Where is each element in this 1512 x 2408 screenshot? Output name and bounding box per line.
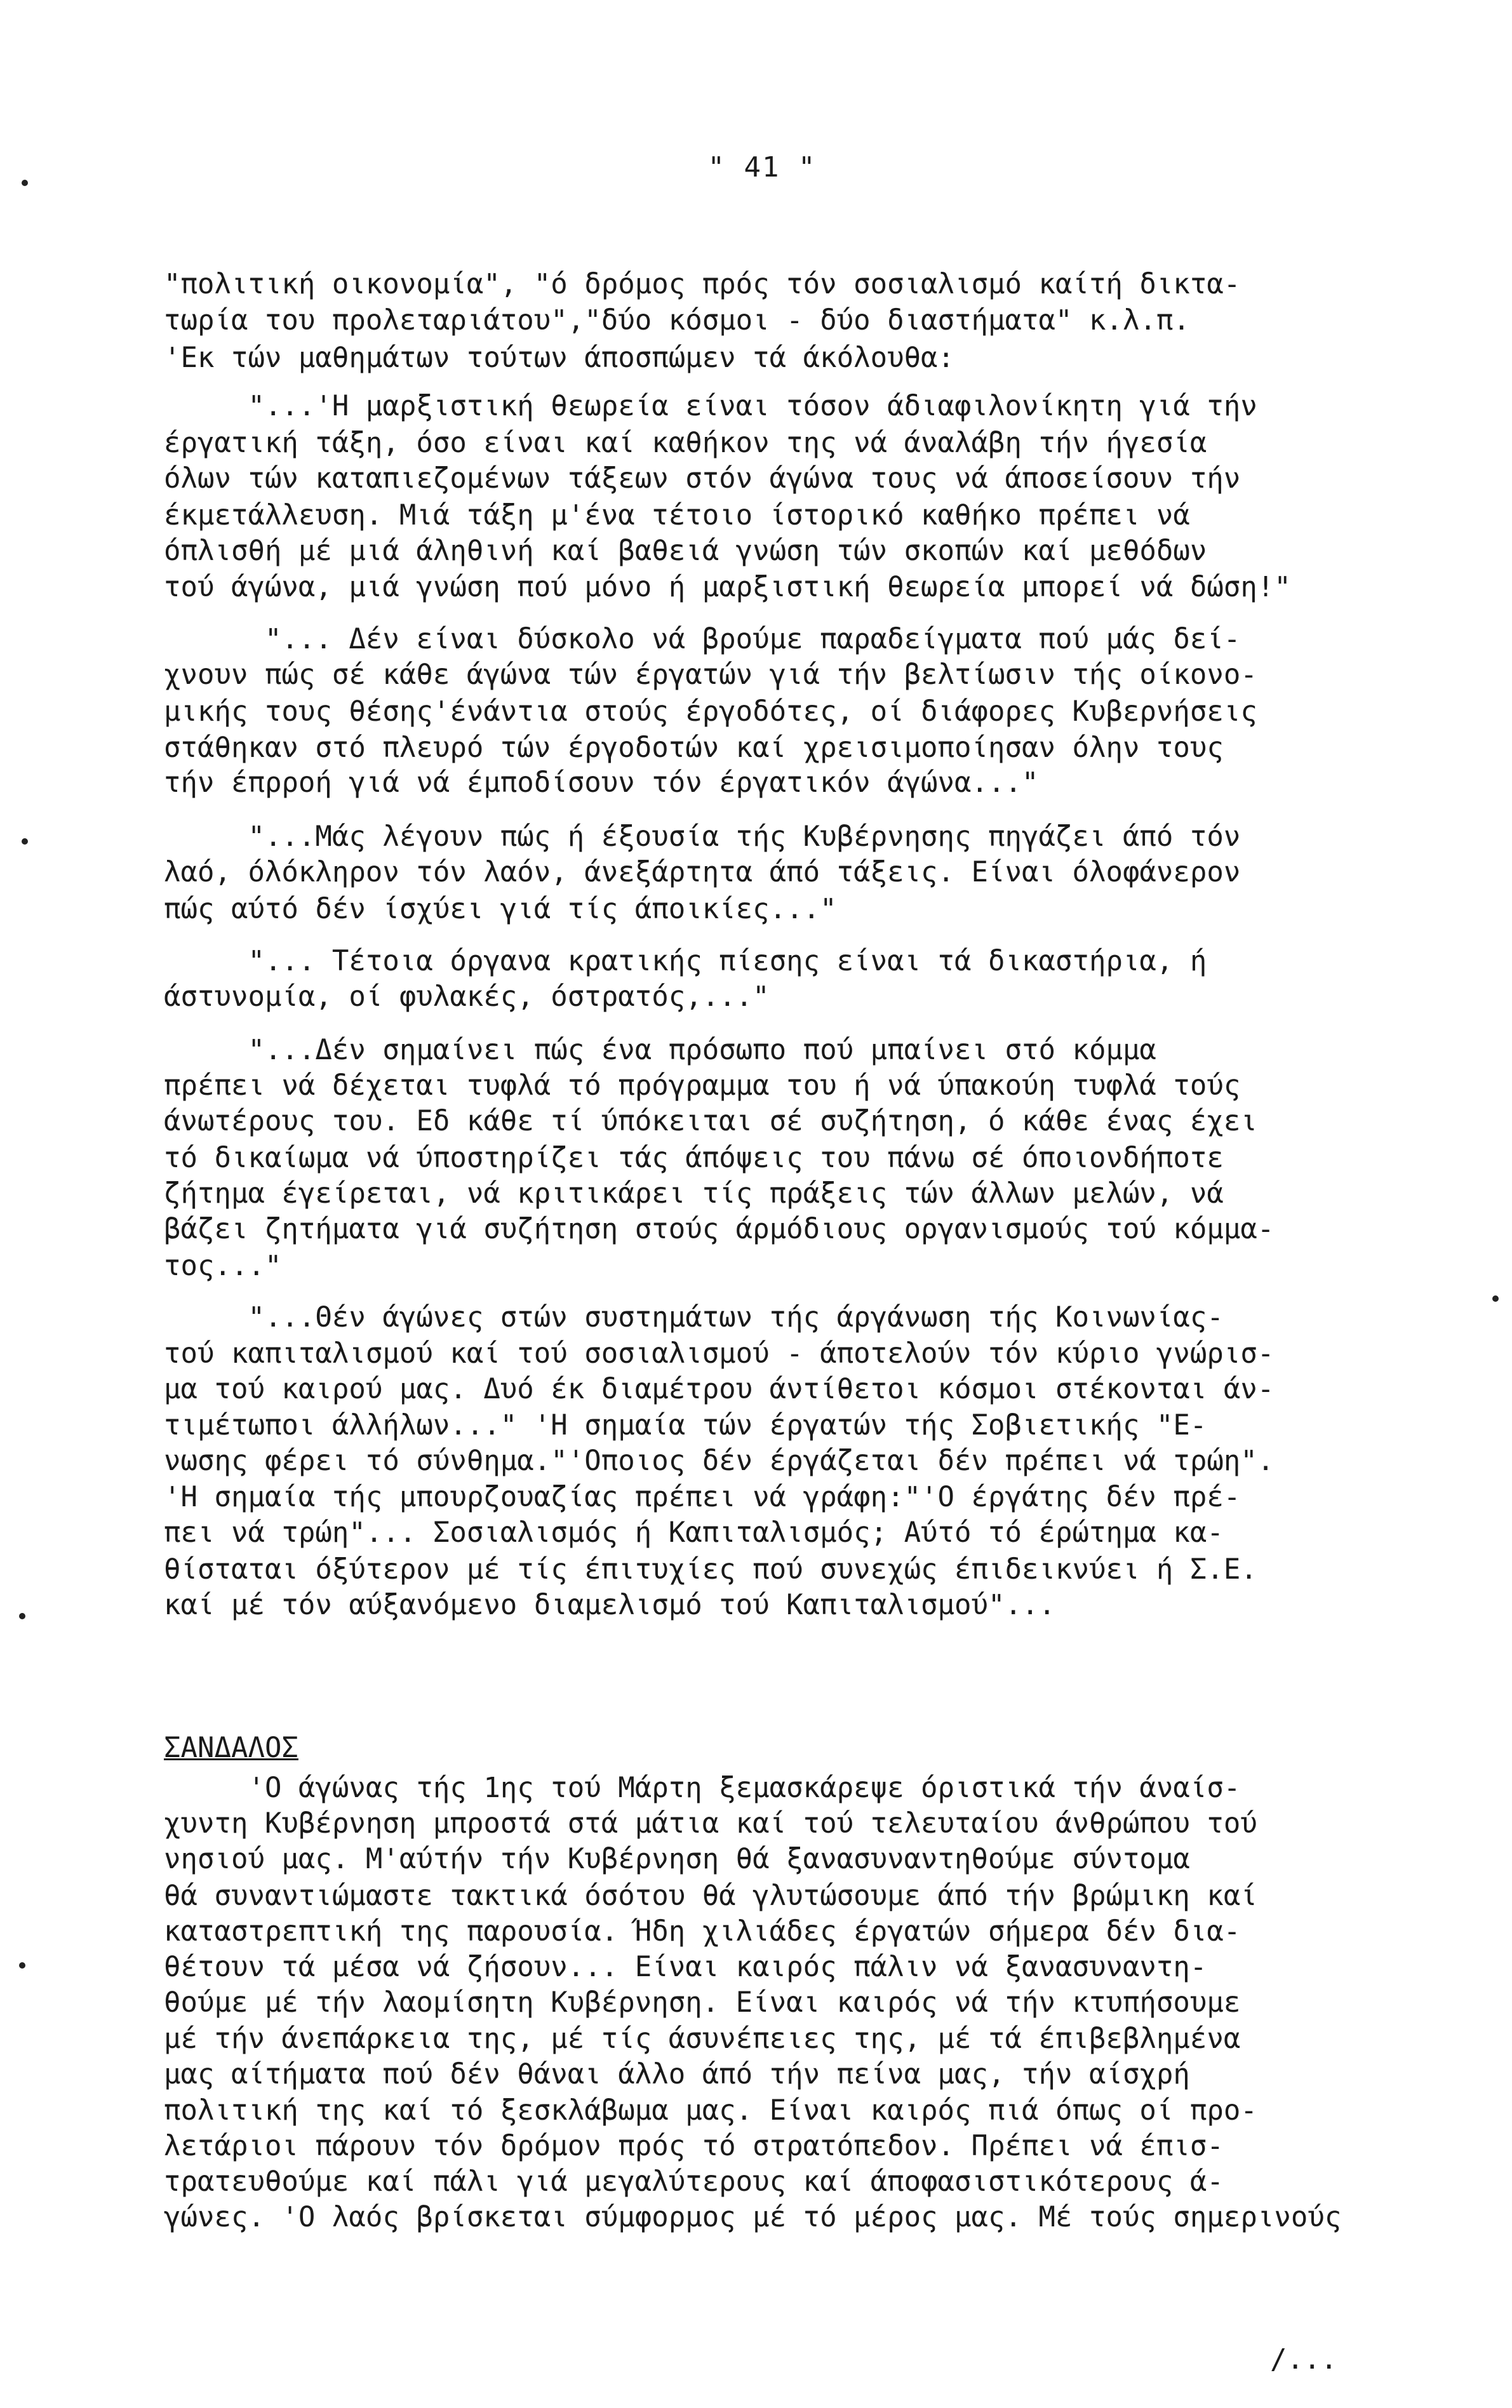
text-line: στάθηκαν στό πλευρό τών έργοδοτών καί χρεισιμοποίησαν όλην τους [164, 732, 1224, 764]
text-line: "πολιτική οικονομία", "ό δρόμος πρός τόν σοσιαλισμό καίτή δικτα- [164, 268, 1241, 300]
text-line: 'Η σημαία τής μπουρζουαζίας πρέπει νά γράφη:"'Ο έργάτης δέν πρέ- [164, 1481, 1241, 1513]
text-line: λαό, όλόκληρον τόν λαόν, άνεξάρτητα άπό τάξεις. Είναι όλοφάνερον [164, 856, 1241, 888]
text-line: τήν έπρροή γιά νά έμποδίσουν τόν έργατικόν άγώνα..." [164, 766, 1039, 799]
text-line: έκμετάλλευση. Μιά τάξη μ'ένα τέτοιο ίστορικό καθήκο πρέπει νά [164, 499, 1190, 532]
text-line: τού καπιταλισμού καί τού σοσιαλισμού - άποτελούν τόν κύριο γνώρισ- [164, 1337, 1274, 1370]
text-line: 'Εκ τών μαθημάτων τούτων άποσπώμεν τά άκόλουθα: [164, 342, 955, 374]
margin-speck [22, 180, 28, 186]
text-line: καί μέ τόν αύξανόμενο διαμελισμό τού Καπιταλισμού"... [164, 1589, 1055, 1621]
text-line: θούμε μέ τήν λαομίσητη Κυβέρνηση. Είναι καιρός νά τήν κτυπήσουμε [164, 1986, 1241, 2019]
text-line: μας αίτήματα πού δέν θάναι άλλο άπό τήν πείνα μας, τήν αίσχρή [164, 2058, 1190, 2090]
text-line: τό δικαίωμα νά ύποστηρίζει τάς άπόψεις του πάνω σέ όποιονδήποτε [164, 1142, 1224, 1174]
margin-speck [22, 838, 28, 845]
continuation-mark: /... [1270, 2343, 1337, 2376]
text-line: 'Ο άγώνας τής 1ης τού Μάρτη ξεμασκάρεψε όριστικά τήν άναίσ- [164, 1772, 1241, 1804]
text-line: έργατική τάξη, όσο είναι καί καθήκον της νά άναλάβη τήν ήγεσία [164, 427, 1207, 459]
text-line: θέτουν τά μέσα νά ζήσουν... Είναι καιρός πάλιν νά ξανασυναντη- [164, 1951, 1207, 1983]
text-line: πρέπει νά δέχεται τυφλά τό πρόγραμμα του ή νά ύπακούη τυφλά τούς [164, 1069, 1241, 1102]
text-line: λετάριοι πάρουν τόν δρόμον πρός τό στρατόπεδον. Πρέπει νά έπισ- [164, 2130, 1224, 2162]
text-line: "...Δέν σημαίνει πώς ένα πρόσωπο πού μπαίνει στό κόμμα [164, 1034, 1156, 1066]
text-line: μα τού καιρού μας. Δυό έκ διαμέτρου άντίθετοι κόσμοι στέκονται άν- [164, 1373, 1274, 1405]
text-line: πει νά τρώη"... Σοσιαλισμός ή Καπιταλισμός; Αύτό τό έρώτημα κα- [164, 1516, 1224, 1549]
text-line: πώς αύτό δέν ίσχύει γιά τίς άποικίες..." [164, 893, 837, 925]
margin-speck [19, 1962, 25, 1969]
text-line: τρατευθούμε καί πάλι γιά μεγαλύτερους καί άποφασιστικότερους ά- [164, 2165, 1224, 2198]
text-line: τος..." [164, 1250, 282, 1282]
text-line: "...Μάς λέγουν πώς ή έξουσία τής Κυβέρνησης πηγάζει άπό τόν [164, 820, 1241, 853]
text-line: "...'Η μαρξιστική θεωρεία είναι τόσον άδιαφιλονίκητη γιά τήν [164, 390, 1257, 422]
text-line: ζήτημα έγείρεται, νά κριτικάρει τίς πράξεις τών άλλων μελών, νά [164, 1177, 1224, 1210]
text-line: θίσταται όξύτερον μέ τίς έπιτυχίες πού συνεχώς έπιδεικνύει ή Σ.Ε. [164, 1553, 1257, 1586]
text-line: τού άγώνα, μιά γνώση πού μόνο ή μαρξιστική θεωρεία μπορεί νά δώση!" [164, 571, 1291, 603]
page-number: " 41 " [707, 151, 817, 184]
text-line: όλων τών καταπιεζομένων τάξεων στόν άγώνα τους νά άποσείσουν τήν [164, 462, 1241, 495]
text-line: τιμέτωποι άλλήλων..." 'Η σημαία τών έργατών τής Σοβιετικής "Ε- [164, 1409, 1207, 1441]
text-line: νησιού μας. Μ'αύτήν τήν Κυβέρνηση θά ξανασυναντηθούμε σύντομα [164, 1843, 1190, 1875]
text-line: τωρία του προλεταριάτου","δύο κόσμοι - δύο διαστήματα" κ.λ.π. [164, 304, 1190, 337]
text-line: χυντη Κυβέρνηση μπροστά στά μάτια καί τού τελευταίου άνθρώπου τού [164, 1807, 1257, 1840]
text-line: βάζει ζητήματα γιά συζήτηση στούς άρμόδιους οργανισμούς τού κόμμα- [164, 1213, 1274, 1245]
section-heading: ΣΑΝΔΑΛΟΣ [164, 1732, 298, 1764]
text-line: χνουν πώς σέ κάθε άγώνα τών έργατών γιά τήν βελτίωσιν τής οίκονο- [164, 659, 1257, 691]
text-line: γώνες. 'Ο λαός βρίσκεται σύμφορμος μέ τό μέρος μας. Μέ τούς σημερινούς [164, 2201, 1342, 2233]
text-line: όπλισθή μέ μιά άληθινή καί βαθειά γνώση τών σκοπών καί μεθόδων [164, 535, 1207, 567]
text-line: άστυνομία, οί φυλακές, όστρατός,..." [164, 980, 770, 1013]
margin-speck [19, 1613, 25, 1619]
text-line: θά συναντιώμαστε τακτικά όσότου θά γλυτώσουμε άπό τήν βρώμικη καί [164, 1880, 1257, 1912]
text-line: νωσης φέρει τό σύνθημα."'Οποιος δέν έργάζεται δέν πρέπει νά τρώη". [164, 1445, 1274, 1477]
text-line: "... Τέτοια όργανα κρατικής πίεσης είναι τά δικαστήρια, ή [164, 945, 1207, 977]
text-line: "...Θέν άγώνες στών συστημάτων τής άργάνωση τής Κοινωνίας- [164, 1301, 1224, 1334]
text-line: καταστρεπτική της παρουσία. Ήδη χιλιάδες έργατών σήμερα δέν δια- [164, 1915, 1241, 1948]
text-line: μικής τους θέσης'ένάντια στούς έργοδότες, οί διάφορες Κυβερνήσεις [164, 695, 1257, 728]
text-line: άνωτέρους του. Εδ κάθε τί ύπόκειται σέ συζήτηση, ό κάθε ένας έχει [164, 1105, 1257, 1137]
text-line: "... Δέν είναι δύσκολο νά βρούμε παραδείγματα πού μάς δεί- [164, 623, 1241, 655]
margin-speck [1492, 1295, 1499, 1302]
text-line: μέ τήν άνεπάρκεια της, μέ τίς άσυνέπειες της, μέ τά έπιβεβλημένα [164, 2023, 1241, 2055]
text-line: πολιτική της καί τό ξεσκλάβωμα μας. Είναι καιρός πιά όπως οί προ- [164, 2094, 1257, 2127]
